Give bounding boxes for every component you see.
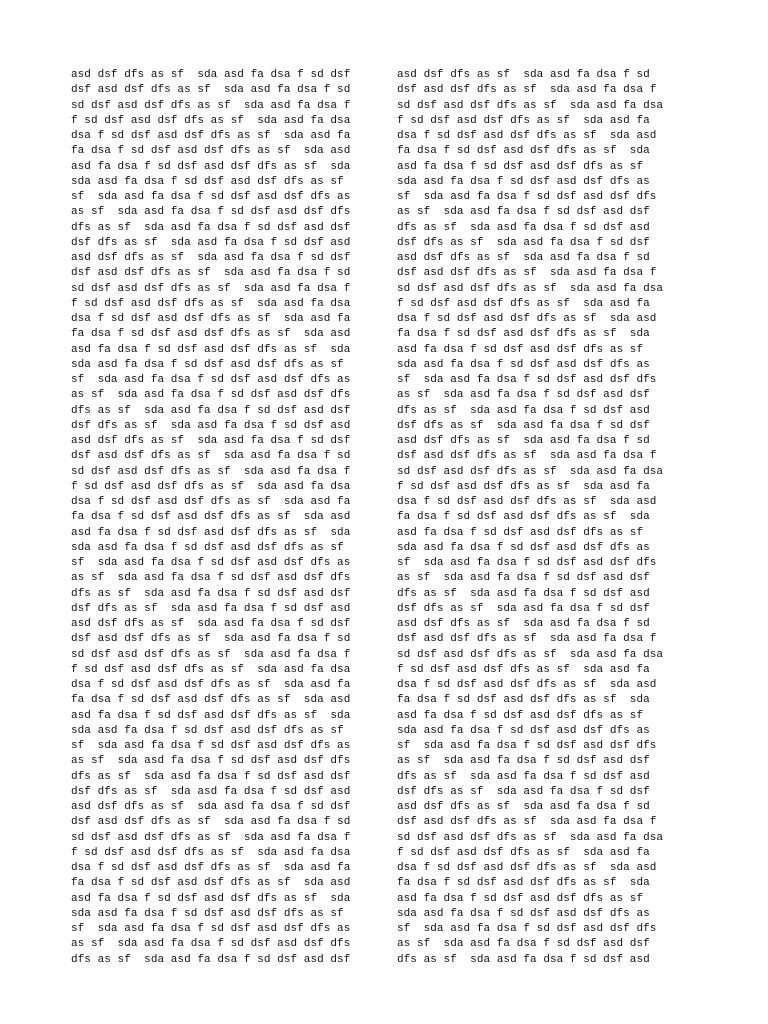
text-line: sf sda asd fa dsa f sd dsf asd dsf dfs as	[71, 740, 351, 752]
text-line: dsf dfs as sf sda asd fa dsa f sd dsf	[397, 419, 650, 432]
text-line: sf sda asd fa dsa f sd dsf asd dsf dfs	[397, 923, 657, 935]
text-line: dsf dfs as sf sda asd fa dsa f sd dsf asd	[71, 602, 351, 615]
text-line: dsf dfs as sf sda asd fa dsa f sd dsf	[397, 236, 650, 249]
text-line: dsf asd dsf dfs as sf sda asd fa dsa f	[397, 450, 657, 463]
text-line: as sf sda asd fa dsa f sd dsf asd dsf dfs	[71, 755, 351, 768]
text-line: f sd dsf asd dsf dfs as sf sda asd fa	[397, 480, 650, 493]
text-line: dfs as sf sda asd fa dsa f sd dsf asd dsf	[71, 587, 351, 600]
text-column-right	[397, 68, 663, 968]
text-line: dsa f sd dsf asd dsf dfs as sf sda asd fa	[71, 130, 351, 142]
text-column-left	[71, 68, 350, 968]
text-line: asd fa dsa f sd dsf asd dsf dfs as sf sda	[71, 343, 351, 356]
text-line: sf sda asd fa dsa f sd dsf asd dsf dfs	[397, 191, 657, 203]
text-line: sd dsf asd dsf dfs as sf sda asd fa dsa	[397, 648, 664, 661]
text-line: f sd dsf asd dsf dfs as sf sda asd fa dsa	[71, 114, 351, 127]
text-line: asd dsf dfs as sf sda asd fa dsa f sd	[397, 252, 650, 264]
text-line: sd dsf asd dsf dfs as sf sda asd fa dsa	[397, 465, 664, 478]
text-line: sf sda asd fa dsa f sd dsf asd dsf dfs as	[71, 923, 351, 935]
text-line: dsa f sd dsf asd dsf dfs as sf sda asd	[397, 862, 657, 874]
text-line: sd dsf asd dsf dfs as sf sda asd fa dsa f	[71, 282, 351, 295]
text-line: dsf asd dsf dfs as sf sda asd fa dsa f sd	[71, 84, 351, 97]
text-line: asd fa dsa f sd dsf asd dsf dfs as sf	[397, 526, 644, 539]
text-line: asd dsf dfs as sf sda asd fa dsa f sd dsf	[71, 252, 351, 264]
text-line: dsa f sd dsf asd dsf dfs as sf sda asd	[397, 130, 657, 142]
text-line: as sf sda asd fa dsa f sd dsf asd dsf	[397, 206, 650, 219]
text-line: sd dsf asd dsf dfs as sf sda asd fa dsa f	[71, 465, 351, 478]
text-line: f sd dsf asd dsf dfs as sf sda asd fa	[397, 663, 650, 676]
text-line: sda asd fa dsa f sd dsf asd dsf dfs as sf	[71, 358, 344, 371]
text-line: fa dsa f sd dsf asd dsf dfs as sf sda	[397, 511, 650, 524]
text-line: f sd dsf asd dsf dfs as sf sda asd fa dsa	[71, 297, 351, 310]
text-line: dsa f sd dsf asd dsf dfs as sf sda asd	[397, 496, 657, 508]
text-line: sf sda asd fa dsa f sd dsf asd dsf dfs	[397, 740, 657, 752]
text-line: dsa f sd dsf asd dsf dfs as sf sda asd fa	[71, 496, 351, 508]
text-line: asd dsf dfs as sf sda asd fa dsa f sd	[397, 435, 650, 447]
text-line: sda asd fa dsa f sd dsf asd dsf dfs as sf	[71, 907, 344, 920]
text-line: sda asd fa dsa f sd dsf asd dsf dfs as sf	[71, 724, 344, 737]
text-line: asd dsf dfs as sf sda asd fa dsa f sd	[397, 69, 650, 81]
text-line: dfs as sf sda asd fa dsa f sd dsf asd dsf	[71, 221, 351, 234]
text-line: as sf sda asd fa dsa f sd dsf asd dsf	[397, 389, 650, 402]
text-line: fa dsa f sd dsf asd dsf dfs as sf sda	[397, 694, 650, 707]
text-line: as sf sda asd fa dsa f sd dsf asd dsf	[397, 755, 650, 768]
text-line: dsf asd dsf dfs as sf sda asd fa dsa f sd	[71, 633, 351, 646]
text-line: asd fa dsa f sd dsf asd dsf dfs as sf	[397, 892, 644, 905]
text-line: dsf asd dsf dfs as sf sda asd fa dsa f sd	[71, 450, 351, 463]
text-line: fa dsa f sd dsf asd dsf dfs as sf sda asd	[71, 145, 351, 158]
text-line: sd dsf asd dsf dfs as sf sda asd fa dsa	[397, 99, 664, 112]
text-line: as sf sda asd fa dsa f sd dsf asd dsf dfs	[71, 938, 351, 951]
text-line: fa dsa f sd dsf asd dsf dfs as sf sda	[397, 328, 650, 341]
text-line: sd dsf asd dsf dfs as sf sda asd fa dsa	[397, 282, 664, 295]
text-line: sda asd fa dsa f sd dsf asd dsf dfs as	[397, 358, 650, 371]
text-line: asd dsf dfs as sf sda asd fa dsa f sd	[397, 801, 650, 813]
text-line: asd fa dsa f sd dsf asd dsf dfs as sf	[397, 709, 644, 722]
text-line: asd fa dsa f sd dsf asd dsf dfs as sf	[397, 343, 644, 356]
text-line: dfs as sf sda asd fa dsa f sd dsf asd	[397, 587, 650, 600]
text-line: sf sda asd fa dsa f sd dsf asd dsf dfs as	[71, 374, 351, 386]
text-line: as sf sda asd fa dsa f sd dsf asd dsf	[397, 938, 650, 951]
text-line: dfs as sf sda asd fa dsa f sd dsf asd	[397, 953, 650, 966]
text-line: as sf sda asd fa dsa f sd dsf asd dsf dfs	[71, 389, 351, 402]
text-line: sda asd fa dsa f sd dsf asd dsf dfs as	[397, 175, 650, 188]
text-line: asd fa dsa f sd dsf asd dsf dfs as sf sda	[71, 892, 351, 905]
text-line: fa dsa f sd dsf asd dsf dfs as sf sda	[397, 877, 650, 890]
text-line: fa dsa f sd dsf asd dsf dfs as sf sda asd	[71, 877, 351, 890]
text-line: sda asd fa dsa f sd dsf asd dsf dfs as	[397, 724, 650, 737]
text-line: sf sda asd fa dsa f sd dsf asd dsf dfs as	[71, 191, 351, 203]
text-line: dsf asd dsf dfs as sf sda asd fa dsa f sd	[71, 267, 351, 280]
text-line: as sf sda asd fa dsa f sd dsf asd dsf dfs	[71, 206, 351, 219]
text-line: dsf asd dsf dfs as sf sda asd fa dsa f sd	[71, 816, 351, 829]
text-line: sd dsf asd dsf dfs as sf sda asd fa dsa f	[71, 831, 351, 844]
text-line: dsa f sd dsf asd dsf dfs as sf sda asd	[397, 679, 657, 691]
text-line: sd dsf asd dsf dfs as sf sda asd fa dsa f	[71, 99, 351, 112]
text-line: f sd dsf asd dsf dfs as sf sda asd fa dsa	[71, 480, 351, 493]
text-line: fa dsa f sd dsf asd dsf dfs as sf sda asd	[71, 694, 351, 707]
text-line: sda asd fa dsa f sd dsf asd dsf dfs as sf	[71, 541, 344, 554]
text-line: dsa f sd dsf asd dsf dfs as sf sda asd fa	[71, 679, 351, 691]
text-line: fa dsa f sd dsf asd dsf dfs as sf sda	[397, 145, 650, 158]
text-line: dfs as sf sda asd fa dsa f sd dsf asd	[397, 770, 650, 783]
text-line: as sf sda asd fa dsa f sd dsf asd dsf	[397, 572, 650, 585]
text-line: sda asd fa dsa f sd dsf asd dsf dfs as sf	[71, 175, 344, 188]
text-line: dsf dfs as sf sda asd fa dsa f sd dsf	[397, 785, 650, 798]
text-line: dsf dfs as sf sda asd fa dsa f sd dsf asd	[71, 419, 351, 432]
text-line: fa dsa f sd dsf asd dsf dfs as sf sda asd	[71, 328, 351, 341]
text-line: sf sda asd fa dsa f sd dsf asd dsf dfs	[397, 557, 657, 569]
text-line: sd dsf asd dsf dfs as sf sda asd fa dsa	[397, 831, 664, 844]
text-line: dsa f sd dsf asd dsf dfs as sf sda asd	[397, 313, 657, 325]
text-line: f sd dsf asd dsf dfs as sf sda asd fa	[397, 297, 650, 310]
text-line: fa dsa f sd dsf asd dsf dfs as sf sda asd	[71, 511, 351, 524]
text-line: sf sda asd fa dsa f sd dsf asd dsf dfs	[397, 374, 657, 386]
text-line: sda asd fa dsa f sd dsf asd dsf dfs as	[397, 541, 650, 554]
text-line: as sf sda asd fa dsa f sd dsf asd dsf dfs	[71, 572, 351, 585]
text-line: dsf asd dsf dfs as sf sda asd fa dsa f	[397, 84, 657, 97]
text-line: f sd dsf asd dsf dfs as sf sda asd fa dsa	[71, 846, 351, 859]
text-line: asd dsf dfs as sf sda asd fa dsa f sd dsf	[71, 801, 351, 813]
text-line: dsf asd dsf dfs as sf sda asd fa dsa f	[397, 816, 657, 829]
text-line: dsa f sd dsf asd dsf dfs as sf sda asd fa	[71, 862, 351, 874]
text-line: dfs as sf sda asd fa dsa f sd dsf asd dsf	[71, 953, 351, 966]
text-line: sf sda asd fa dsa f sd dsf asd dsf dfs as	[71, 557, 351, 569]
text-line: asd dsf dfs as sf sda asd fa dsa f sd dsf	[71, 69, 351, 81]
text-line: asd dsf dfs as sf sda asd fa dsa f sd	[397, 618, 650, 630]
text-line: asd dsf dfs as sf sda asd fa dsa f sd dsf	[71, 435, 351, 447]
text-line: asd fa dsa f sd dsf asd dsf dfs as sf sda	[71, 160, 351, 173]
text-line: dsf dfs as sf sda asd fa dsa f sd dsf asd	[71, 236, 351, 249]
text-line: asd dsf dfs as sf sda asd fa dsa f sd dsf	[71, 618, 351, 630]
text-line: dsf asd dsf dfs as sf sda asd fa dsa f	[397, 267, 657, 280]
text-line: dfs as sf sda asd fa dsa f sd dsf asd dsf	[71, 404, 351, 417]
text-line: dsf dfs as sf sda asd fa dsa f sd dsf	[397, 602, 650, 615]
text-line: dfs as sf sda asd fa dsa f sd dsf asd dsf	[71, 770, 351, 783]
text-line: f sd dsf asd dsf dfs as sf sda asd fa	[397, 846, 650, 859]
text-line: dfs as sf sda asd fa dsa f sd dsf asd	[397, 221, 650, 234]
text-line: asd fa dsa f sd dsf asd dsf dfs as sf sda	[71, 709, 351, 722]
text-line: asd fa dsa f sd dsf asd dsf dfs as sf	[397, 160, 644, 173]
text-line: sd dsf asd dsf dfs as sf sda asd fa dsa f	[71, 648, 351, 661]
text-line: sda asd fa dsa f sd dsf asd dsf dfs as	[397, 907, 650, 920]
text-line: asd fa dsa f sd dsf asd dsf dfs as sf sda	[71, 526, 351, 539]
text-line: dsf asd dsf dfs as sf sda asd fa dsa f	[397, 633, 657, 646]
text-line: f sd dsf asd dsf dfs as sf sda asd fa dsa	[71, 663, 351, 676]
text-line: dsf dfs as sf sda asd fa dsa f sd dsf asd	[71, 785, 351, 798]
text-line: dsa f sd dsf asd dsf dfs as sf sda asd fa	[71, 313, 351, 325]
text-line: dfs as sf sda asd fa dsa f sd dsf asd	[397, 404, 650, 417]
text-line: f sd dsf asd dsf dfs as sf sda asd fa	[397, 114, 650, 127]
